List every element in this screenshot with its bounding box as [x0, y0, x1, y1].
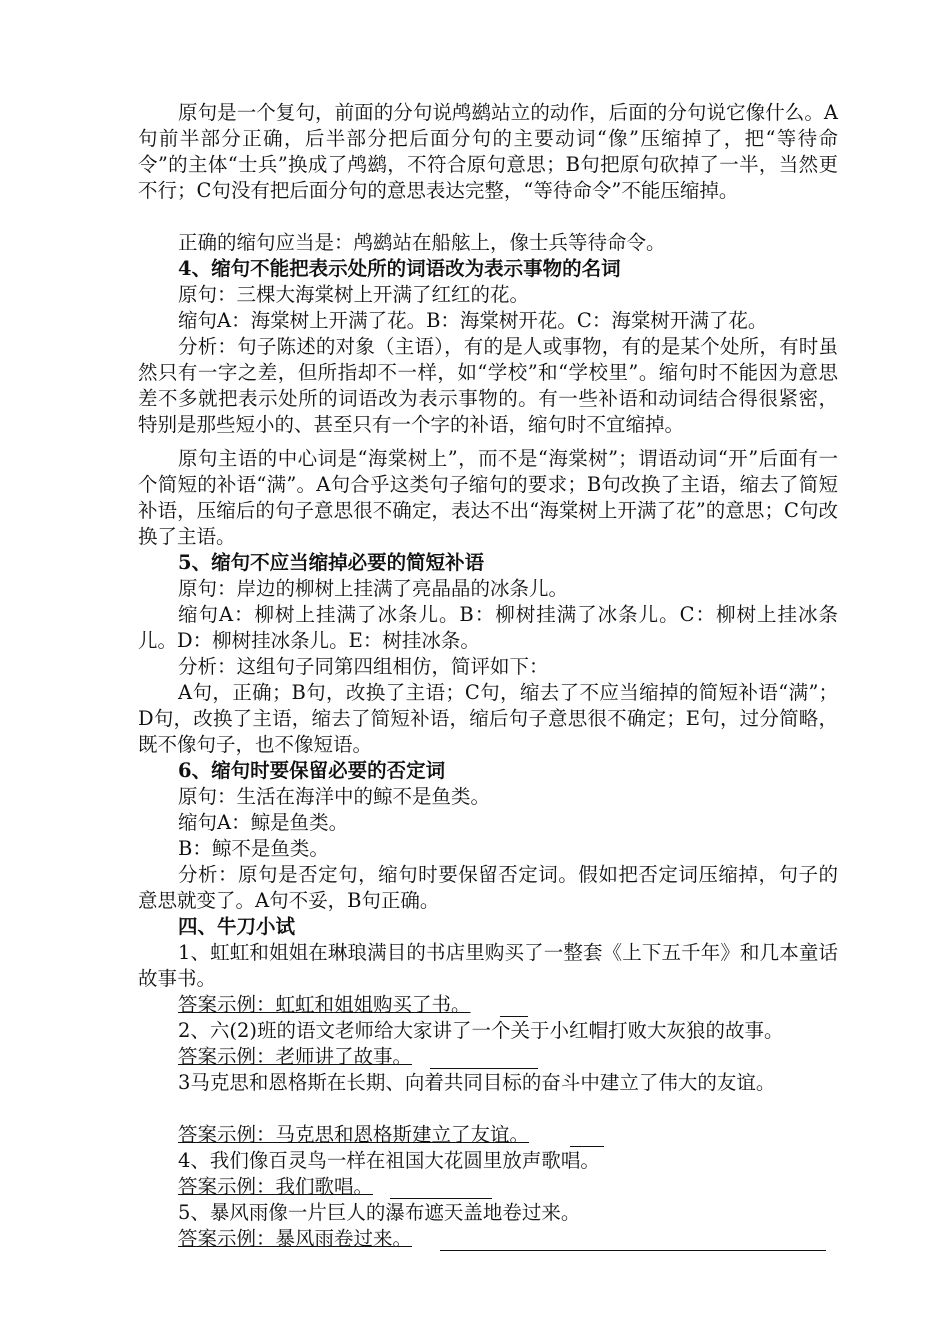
- practice-answer-1: 答案示例：虹虹和姐姐购买了书。: [178, 993, 471, 1016]
- section-heading-5: 5、缩句不应当缩掉必要的简短补语: [178, 551, 485, 574]
- paragraph-analysis-4: 分析：句子陈述的对象（主语），有的是人或事物，有的是某个处所，有时虽然只有一字之差，但所指却不一样，如“学校”和“学校里”。缩句时不能因为意思差不多就把表示处所的词语改为表示事物的。有一些补语和动词结合得很紧密，特别是那些短小的、甚至只有一个字的补语，缩句时不宜缩掉。: [138, 335, 838, 436]
- answer-blank-line-5: [440, 1250, 826, 1251]
- paragraph-explain-4: 原句主语的中心词是“海棠树上”，而不是“海棠树”；谓语动词“开”后面有一个简短的补语“满”。A句合乎这类句子缩句的要求；B句改换了主语，缩去了简短补语，压缩后的句子意思很不确定，表达不出“海棠树上开满了花”的意思；C句改换了主语。: [138, 447, 838, 548]
- practice-question-3: 3马克思和恩格斯在长期、向着共同目标的奋斗中建立了伟大的友谊。: [178, 1071, 776, 1094]
- answer-blank-line-4: [390, 1198, 492, 1199]
- paragraph-original-5: 原句：岸边的柳树上挂满了亮晶晶的冰条儿。: [178, 577, 569, 600]
- section-heading-practice: 四、牛刀小试: [178, 915, 296, 938]
- practice-answer-5: 答案示例：暴风雨卷过来。: [178, 1227, 413, 1250]
- paragraph-analysis-6: 分析：原句是否定句，缩句时要保留否定词。假如把否定词压缩掉，句子的意思就变了。A句不妥，B句正确。: [138, 863, 838, 912]
- paragraph-analysis-3: 原句是一个复句，前面的分句说鸬鹚站立的动作，后面的分句说它像什么。A句前半部分正确，后半部分把后面分句的主要动词“像”压缩掉了，把“等待命令”的主体“士兵”换成了鸬鹚，不符合原句意思；B句把原句砍掉了一半，当然更不行；C句没有把后面分句的意思表达完整，“等待命令”不能压缩掉。: [138, 101, 838, 202]
- answer-blank-line-2: [430, 1068, 538, 1069]
- practice-question-1: 1、虹虹和姐姐在琳琅满目的书店里购买了一整套《上下五千年》和几本童话故事书。: [138, 941, 838, 990]
- practice-question-4: 4、我们像百灵鸟一样在祖国大花圆里放声歌唱。: [178, 1149, 600, 1172]
- answer-blank-line-1: [500, 1016, 528, 1017]
- paragraph-options-4: 缩句A：海棠树上开满了花。B：海棠树开花。C：海棠树开满了花。: [178, 309, 768, 332]
- paragraph-original-4: 原句：三棵大海棠树上开满了红红的花。: [178, 283, 530, 306]
- section-heading-4: 4、缩句不能把表示处所的词语改为表示事物的名词: [178, 257, 621, 280]
- paragraph-analysis-5: 分析：这组句子同第四组相仿，简评如下：: [178, 655, 549, 678]
- practice-answer-3: 答案示例：马克思和恩格斯建立了友谊。: [178, 1123, 530, 1146]
- practice-question-2: 2、六(2)班的语文老师给大家讲了一个关于小红帽打败大灰狼的故事。: [178, 1019, 784, 1042]
- paragraph-original-6: 原句：生活在海洋中的鲸不是鱼类。: [178, 785, 491, 808]
- paragraph-options-5: 缩句A：柳树上挂满了冰条儿。B：柳树挂满了冰条儿。C：柳树上挂冰条儿。D：柳树挂冰条儿。E：树挂冰条。: [138, 603, 838, 652]
- paragraph-option-b-6: B：鲸不是鱼类。: [178, 837, 329, 860]
- practice-answer-4: 答案示例：我们歌唱。: [178, 1175, 374, 1198]
- paragraph-option-a-6: 缩句A：鲸是鱼类。: [178, 811, 349, 834]
- paragraph-correct-answer-3: 正确的缩句应当是：鸬鹚站在船舷上，像士兵等待命令。: [178, 231, 666, 254]
- practice-answer-2: 答案示例：老师讲了故事。: [178, 1045, 413, 1068]
- paragraph-explain-5: A句，正确；B句，改换了主语；C句，缩去了不应当缩掉的简短补语“满”；D句，改换了主语，缩去了简短补语，缩后句子意思很不确定；E句，过分简略，既不像句子，也不像短语。: [138, 681, 838, 756]
- answer-blank-line-3: [570, 1146, 604, 1147]
- practice-question-5: 5、暴风雨像一片巨人的瀑布遮天盖地卷过来。: [178, 1201, 581, 1224]
- section-heading-6: 6、缩句时要保留必要的否定词: [178, 759, 446, 782]
